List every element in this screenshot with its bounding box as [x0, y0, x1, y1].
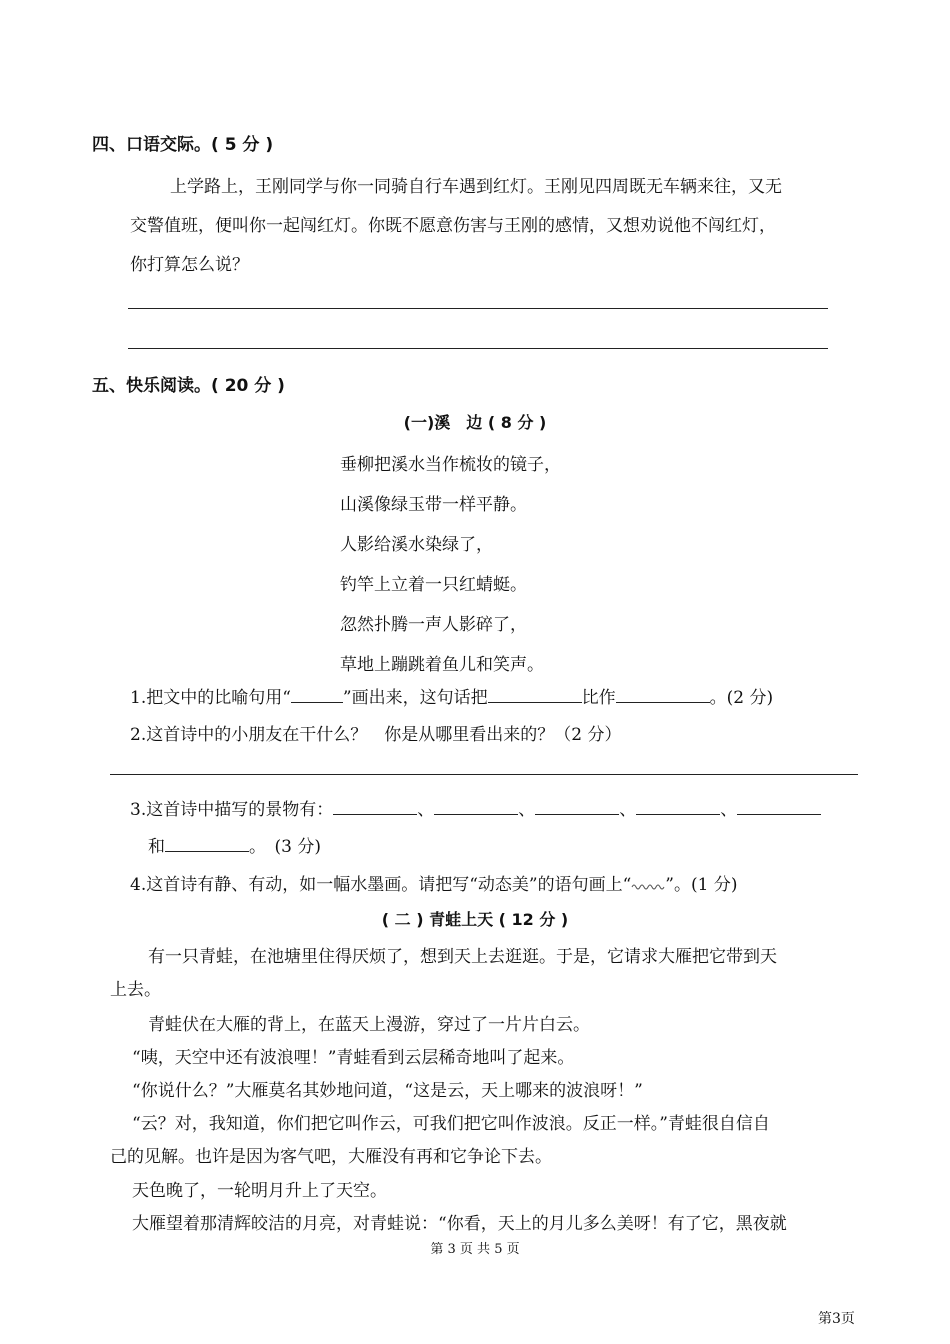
poem-line-4: 钓竿上立着一只红蜻蜓。: [340, 575, 527, 595]
story-line-1: 有一只青蛙，在池塘里住得厌烦了，想到天上去逛逛。于是，它请求大雁把它带到天: [148, 947, 777, 967]
question-3-he: 和: [148, 837, 165, 857]
question-3-end: 。 (3 分): [249, 837, 321, 857]
section-4-paragraph-line-2: 交警值班，便叫你一起闯红灯。你既不愿意伤害与王刚的感情，又想劝说他不闯红灯，: [130, 216, 776, 236]
question-3-blank-5[interactable]: [737, 800, 821, 815]
question-1-mark-blank[interactable]: [291, 688, 343, 703]
question-3-sep-1: 、: [417, 800, 435, 820]
story-line-6: “云？对，我知道，你们把它叫作云，可我们把它叫作波浪。反正一样。”青蛙很自信自: [132, 1114, 770, 1134]
question-3-blank-6[interactable]: [165, 837, 249, 852]
story-line-5: “你说什么？”大雁莫名其妙地问道，“这是云，天上哪来的波浪呀！”: [132, 1081, 643, 1101]
question-3-text: 3.这首诗中描写的景物有：: [130, 800, 334, 820]
question-4-text-a: 4.这首诗有静、有动，如一幅水墨画。请把写“动态美”的语句画上“: [130, 875, 632, 895]
section-4-title: 四、口语交际。( 5 分 ): [92, 135, 274, 155]
story-title: ( 二 ) 青蛙上天 ( 12 分 ): [381, 910, 569, 929]
answer-line-1[interactable]: [128, 308, 828, 309]
question-1-blank-1[interactable]: [488, 688, 582, 703]
section-5-title: 五、快乐阅读。( 20 分 ): [92, 376, 285, 396]
question-1: [130, 683, 773, 708]
question-3-continued: [148, 832, 321, 857]
wavy-line-icon: [631, 881, 665, 891]
story-line-4: “咦，天空中还有波浪哩！”青蛙看到云层稀奇地叫了起来。: [132, 1048, 575, 1068]
question-2-answer-line[interactable]: [110, 774, 858, 775]
question-1-text-b: ”画出来，这句话把: [342, 688, 488, 708]
question-4: [130, 870, 737, 895]
question-3-blank-4[interactable]: [636, 800, 720, 815]
question-3-blank-2[interactable]: [434, 800, 518, 815]
question-1-text-a: 1.把文中的比喻句用“: [130, 688, 291, 708]
poem-line-3: 人影给溪水染绿了，: [340, 535, 493, 555]
poem-line-6: 草地上蹦跳着鱼儿和笑声。: [340, 655, 544, 675]
question-3-sep-2: 、: [518, 800, 536, 820]
question-3-sep-4: 、: [720, 800, 738, 820]
poem-title: (一)溪 边 ( 8 分 ): [403, 413, 547, 432]
poem-line-1: 垂柳把溪水当作梳妆的镜子，: [340, 455, 561, 475]
section-4-paragraph-line-3: 你打算怎么说？: [130, 255, 249, 275]
story-line-9: 大雁望着那清辉皎洁的月亮，对青蛙说：“你看，天上的月儿多么美呀！有了它，黑夜就: [132, 1214, 787, 1234]
section-4-paragraph-line-1: 上学路上，王刚同学与你一同骑自行车遇到红灯。王刚见四周既无车辆来往，又无: [170, 177, 782, 197]
question-3-blank-1[interactable]: [333, 800, 417, 815]
question-3-blank-3[interactable]: [535, 800, 619, 815]
story-line-3: 青蛙伏在大雁的背上，在蓝天上漫游，穿过了一片片白云。: [148, 1015, 590, 1035]
poem-line-2: 山溪像绿玉带一样平静。: [340, 495, 527, 515]
question-3: [130, 795, 821, 820]
question-1-text-d: 。(2 分): [709, 688, 774, 708]
story-line-2: 上去。: [110, 980, 161, 1000]
question-1-text-c: 比作: [581, 688, 616, 708]
question-4-text-b: ”。(1 分): [665, 875, 738, 895]
story-line-7: 己的见解。也许是因为客气吧，大雁没有再和它争论下去。: [110, 1147, 552, 1167]
poem-line-5: 忽然扑腾一声人影碎了，: [340, 615, 527, 635]
page-number-corner: 第3页: [818, 1311, 855, 1327]
story-line-8: 天色晚了，一轮明月升上了天空。: [132, 1181, 387, 1201]
answer-line-2[interactable]: [128, 348, 828, 349]
question-2: 2.这首诗中的小朋友在干什么？ 你是从哪里看出来的？（2 分）: [130, 725, 622, 745]
question-3-sep-3: 、: [619, 800, 637, 820]
question-1-blank-2[interactable]: [616, 688, 710, 703]
page-footer: 第 3 页 共 5 页: [430, 1242, 520, 1257]
